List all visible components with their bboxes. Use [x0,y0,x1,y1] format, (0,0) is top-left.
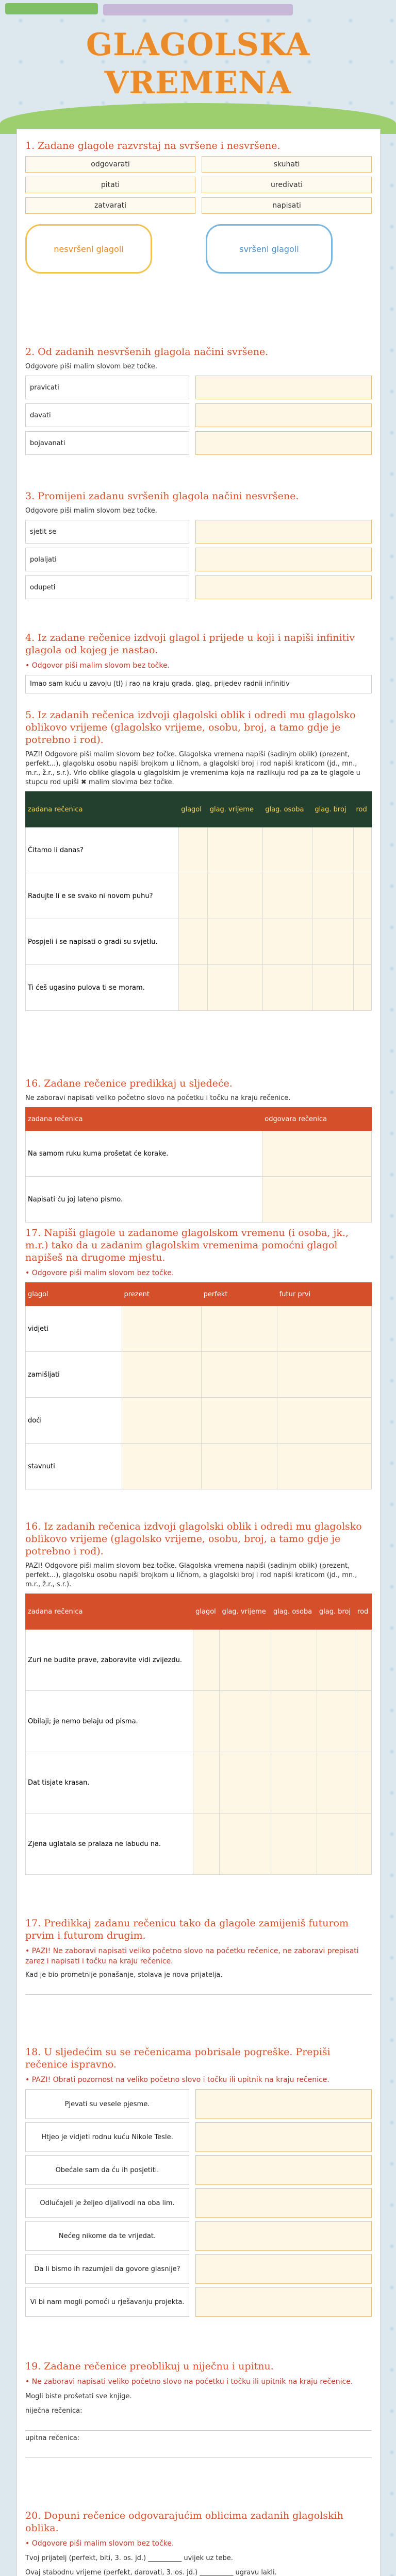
question-10: 18. U sljedećim su se rečenicama pobrisale pogreške. Prepiši rečenice ispravno. [25,2046,331,2070]
table-row [26,1814,372,1875]
note-text: Ne zaboravi napisati veliko početno slovo na početku i točku ili upitnik na kraju rečenice. [31,2378,353,2386]
answer-cell[interactable] [317,1691,355,1752]
header [0,0,396,134]
answer-cell[interactable] [263,827,312,873]
analysis-table-2 [25,1594,372,1875]
table-row [26,1444,372,1489]
answer-cell[interactable] [271,1630,317,1691]
answer-cell[interactable] [201,1306,277,1352]
section-7 [25,1227,372,1489]
table-row [26,827,372,873]
word-item[interactable]: zatvarati [25,197,195,214]
section-1 [25,140,372,278]
answer-cell[interactable] [179,873,207,919]
negative-label: niječna rečenica: [25,2407,82,2415]
answer-cell[interactable] [122,1352,201,1398]
base-sentence: Mogli biste prošetati sve knjige. [25,2393,132,2400]
sentence-cell: Napisati ću joj lateno pismo. [26,1177,262,1223]
answer-cell[interactable] [179,919,207,965]
table-row [26,873,372,919]
answer-cell[interactable] [220,1691,271,1752]
table-row [26,1131,372,1177]
answer-cell[interactable] [355,1691,372,1752]
answer-cell[interactable] [193,1691,220,1752]
note-12: • Odgovore piši malim slovom bez točke. [25,2539,174,2548]
answer-input[interactable] [195,431,372,455]
sentence-cell: Na samom ruku kuma prošetat će korake. [26,1131,262,1177]
answer-input[interactable] [195,403,372,427]
answer-cell[interactable] [263,965,312,1011]
answer-line[interactable] [25,2419,372,2431]
col-head: glag. broj [312,792,354,827]
verb-cell: vidjeti [26,1306,122,1352]
word-item[interactable]: skuhati [202,156,372,173]
answer-cell[interactable] [277,1398,371,1444]
sentence-cell: Pospjeli i se napisati o gradi su svjetlu. [26,919,179,965]
sentence-label: Da li bismo ih razumjeli da govore glasnije? [25,2254,189,2284]
answer-cell[interactable] [262,1131,372,1177]
section-9 [25,1917,372,1998]
answer-cell[interactable] [271,1691,317,1752]
col-head: glagol [179,792,207,827]
answer-cell[interactable] [179,827,207,873]
answer-cell[interactable] [263,919,312,965]
col-head: glag. vrijeme [207,792,263,827]
table-row [26,1630,372,1691]
sentence-label: Htjeo je vidjeti rodnu kuću Nikole Tesle. [25,2122,189,2152]
sentence-cell: Zuri ne budite prave, zaboravite vidi zvijezdu. [26,1630,193,1691]
answer-cell[interactable] [271,1752,317,1814]
answer-cell[interactable] [201,1352,277,1398]
sentence-cell: Ti ćeš ugasino pulova ti se moram. [26,965,179,1011]
answer-cell[interactable] [193,1630,220,1691]
word-item[interactable]: odgovarati [25,156,195,173]
answer-cell[interactable] [179,965,207,1011]
answer-cell[interactable] [220,1630,271,1691]
answer-cell[interactable] [317,1752,355,1814]
col-head: glag. osoba [263,792,312,827]
hint-2: Odgovore piši malim slovom bez točke. [25,363,157,370]
top-banner [103,4,293,15]
note-7: • Odgovore piši malim slovom bez točke. [25,1269,174,1277]
section-8 [25,1520,372,1875]
hint-8: PAZI! Odgovore piši malim slovom bez točke. Glagolska vremena napiši (sadinjm oblik) (prezent, perfekt...), glagolsku osobu napiši brojkom u ličnom, a glagolski broj i rod napiši kraticom (jd., mn., m.r., ž.r., s.r.). [25,1562,357,1588]
sentence-cell: Dat tisjate krasan. [26,1752,193,1814]
verb-label: odupeti [25,575,189,599]
verb-label: pravicati [25,376,189,399]
answer-input[interactable] [195,2287,372,2317]
col-head: futur prvi [277,1283,371,1306]
verb-cell: zamišljati [26,1352,122,1398]
note-text: Odgovor piši malim slovom bez točke. [31,662,170,670]
verb-label: davati [25,403,189,427]
table-row [26,965,372,1011]
table-row [26,1752,372,1814]
col-head: zadana rečenica [26,1108,262,1131]
answer-cell[interactable] [220,1814,271,1875]
question-8: 16. Iz zadanih rečenica izdvoji glagolski oblik i odredi mu glagolsko oblikovo vrijeme (glagolsko vrijeme, osobu, broj, a tamo gdje je potrebno i rod). [25,1521,362,1557]
answer-cell[interactable] [312,965,354,1011]
verb-cell: doći [26,1398,122,1444]
question-11: 19. Zadane rečenice preoblikuj u niječnu i upitnu. [25,2361,274,2372]
answer-cell[interactable] [207,827,263,873]
answer-input[interactable] [195,548,372,571]
answer-cell[interactable] [354,873,372,919]
question-7: 17. Napiši glagole u zadanome glagolskom vremenu (i osoba, jk., m.r.) tako da u zadanim glagolskim vremenima pomoćni glagol napišeš na drugome mjestu. [25,1227,349,1263]
answer-cell[interactable] [122,1444,201,1489]
answer-cell[interactable] [355,1752,372,1814]
note-4: • Odgovor piši malim slovom bez točke. [25,662,170,670]
sentence-label: Vi bi nam mogli pomoći u rješavanju projekta. [25,2287,189,2317]
brand-logo [5,3,98,14]
answer-cell[interactable] [220,1752,271,1814]
fill-sentence[interactable]: Tvoj prijatelj (perfekt, biti, 3. os. jd.) __________ uvijek uz tebe. [25,2554,233,2562]
answer-cell[interactable] [201,1398,277,1444]
title-line-1: GLAGOLSKA [86,27,310,63]
note-text: Odgovore piši malim slovom bez točke. [31,2539,174,2548]
note-text: PAZI! Obrati pozornost na veliko početno slovo i točku ili upitnik na kraju rečenice. [31,2076,329,2084]
answer-cell[interactable] [317,1814,355,1875]
page-title [52,26,344,102]
answer-cell[interactable] [277,1352,371,1398]
answer-cell[interactable] [262,1177,372,1223]
answer-input[interactable] [195,2188,372,2218]
question-label: upitna rečenica: [25,2434,80,2442]
answer-cell[interactable] [354,827,372,873]
sentence-label: Obećale sam da ću ih posjetiti. [25,2155,189,2185]
answer-cell[interactable] [201,1444,277,1489]
transform-table [25,1107,372,1223]
section-4 [25,632,372,693]
question-9: 17. Predikkaj zadanu rečenicu tako da glagole zamijeniš futurom prvim i futurom drugim. [25,1918,349,1941]
col-head: glag. broj [317,1594,355,1630]
section-5 [25,709,372,1011]
question-5: 5. Iz zadanih rečenica izdvoji glagolski oblik i odredi mu glagolsko oblikovo vrijeme (glagolsko vrijeme, osobu, broj, a tamo gdje je potrebno i rod). [25,709,356,745]
answer-input[interactable] [195,2254,372,2284]
answer-cell[interactable] [354,965,372,1011]
question-2: 2. Od zadanih nesvršenih glagola načini svršene. [25,346,269,358]
sentence-label: Pjevati su vesele pjesme. [25,2089,189,2119]
col-head: glag. osoba [271,1594,317,1630]
answer-input[interactable] [195,2155,372,2185]
answer-cell[interactable] [312,919,354,965]
answer-cell[interactable] [312,827,354,873]
verb-label: sjetit se [25,520,189,544]
hint-3: Odgovore piši malim slovom bez točke. [25,507,157,515]
answer-input[interactable] [195,575,372,599]
col-head: glagol [193,1594,220,1630]
answer-cell[interactable] [277,1444,371,1489]
answer-cell[interactable] [193,1752,220,1814]
verb-label: bojavanati [25,431,189,455]
answer-input[interactable] [195,2221,372,2251]
answer-cell[interactable] [271,1814,317,1875]
hint-6: Ne zaboravi napisati veliko početno slovo na početku i točku na kraju rečenice. [25,1094,291,1102]
table-row [26,1306,372,1352]
section-2 [25,346,372,459]
title-line-2: VREMENA [104,65,292,101]
verb-label: polaljati [25,548,189,571]
answer-cell[interactable] [193,1814,220,1875]
sentence-cell: Zjena uglatala se pralaza ne labudu na. [26,1814,193,1875]
section-3 [25,490,372,603]
table-row [26,1691,372,1752]
sentence-label: Nećeg nikome da te vrijedat. [25,2221,189,2251]
col-head: rod [355,1594,372,1630]
note-11: • Ne zaboravi napisati veliko početno slovo na početku i točku ili upitnik na kraju rečenice. [25,2378,353,2386]
answer-cell[interactable] [355,1814,372,1875]
table-row [26,1352,372,1398]
answer-cell[interactable] [312,873,354,919]
answer-input[interactable] [195,520,372,544]
answer-cell[interactable] [122,1398,201,1444]
sentence-cell: Obilaji; je nemo belaju od pisma. [26,1691,193,1752]
sentence-label: Odlučajeli je željeo dijalivodi na oba lim. [25,2188,189,2218]
answer-cell[interactable] [207,873,263,919]
drop-zone-perfective[interactable]: svršeni glagoli [206,224,333,274]
answer-input[interactable] [195,376,372,399]
word-item[interactable]: uredivati [202,177,372,193]
content-card [16,129,381,2576]
question-4: 4. Iz zadane rečenice izdvoji glagol i prijede u koji i napiši infinitiv glagola od kojeg je nastao. [25,632,355,656]
answer-cell[interactable] [355,1630,372,1691]
answer-cell[interactable] [354,919,372,965]
conjugation-table [25,1282,372,1489]
sentence-cell: Čitamo li danas? [26,827,179,873]
fill-sentence[interactable]: Ovaj stabodnu vrijeme (perfekt, darovati, 3. os. jd.) __________ ugravu lakli. [25,2569,277,2576]
drop-zone-imperfective[interactable]: nesvršeni glagoli [25,224,152,274]
col-head: rod [354,792,372,827]
col-head: zadana rečenica [26,792,179,827]
note-text: PAZI! Ne zaboravi napisati veliko početno slovo na početku rečenice, ne zaboravi prepisati zarez i napisati i točku na kraju rečenice. [25,1947,359,1965]
question-6: 16. Zadane rečenice predikkaj u sljedeće. [25,1078,233,1089]
note-text: Odgovore piši malim slovom bez točke. [31,1269,174,1277]
table-row [26,1177,372,1223]
note-10: • PAZI! Obrati pozornost na veliko početno slovo i točku ili upitnik na kraju rečenice. [25,2076,329,2084]
section-10 [25,2046,372,2320]
answer-cell[interactable] [277,1306,371,1352]
question-1: 1. Zadane glagole razvrstaj na svršene i nesvršene. [25,140,280,151]
answer-cell[interactable] [207,919,263,965]
hint-5: PAZI! Odgovore piši malim slovom bez točke. Glagolska vremena napiši (sadinjm oblik) (prezent, perfekt...), glagolsku osobu napiši brojkom u ličnom, a glagolski broj i rod napiši kraticom (jd., mn., m.r., ž.r., s.r.). Vrlo oblike glagola u glagolskim je vremenima koja na razlikuju rod pa za te glagole u stupcu rod upiši ✖ malim slovima bez točke. [25,751,360,786]
table-row [26,1398,372,1444]
verb-cell: stavnuti [26,1444,122,1489]
section-12 [25,2510,372,2576]
section-11 [25,2360,372,2461]
section-6 [25,1077,372,1223]
col-head: odgovara rečenica [262,1108,372,1131]
answer-input[interactable] [195,2122,372,2152]
table-row [26,919,372,965]
answer-cell[interactable] [317,1630,355,1691]
answer-line[interactable] [25,2446,372,2458]
answer-cell[interactable] [263,873,312,919]
question-12: 20. Dopuni rečenice odgovarajućim oblicima zadanih glagolskih oblika. [25,2510,343,2534]
col-head: perfekt [201,1283,277,1306]
analysis-table [25,791,372,1011]
sentence-cell: Radujte li e se svako ni novom puhu? [26,873,179,919]
question-3: 3. Promijeni zadanu svršenih glagola načini nesvršene. [25,490,299,502]
word-item[interactable]: napisati [202,197,372,214]
col-head: glagol [26,1283,122,1306]
word-item[interactable]: pitati [25,177,195,193]
task-sentence: Kad je bio prometnije ponašanje, stolava je nova prijatelja. [25,1971,223,1979]
answer-line[interactable] [25,1983,372,1995]
answer-cell[interactable] [122,1306,201,1352]
col-head: glag. vrijeme [220,1594,271,1630]
col-head: prezent [122,1283,201,1306]
col-head: zadana rečenica [26,1594,193,1630]
note-9: • PAZI! Ne zaboravi napisati veliko početno slovo na početku rečenice, ne zaboravi prepisati zarez i napisati i točku na kraju rečenice. [25,1947,359,1965]
answer-input[interactable] [195,2089,372,2119]
task-box: Imao sam kuću u zavoju (tl) i rao na kraju grada. glag. prijedev radnii infinitiv [25,675,372,693]
word-bank [25,156,372,214]
answer-cell[interactable] [207,965,263,1011]
